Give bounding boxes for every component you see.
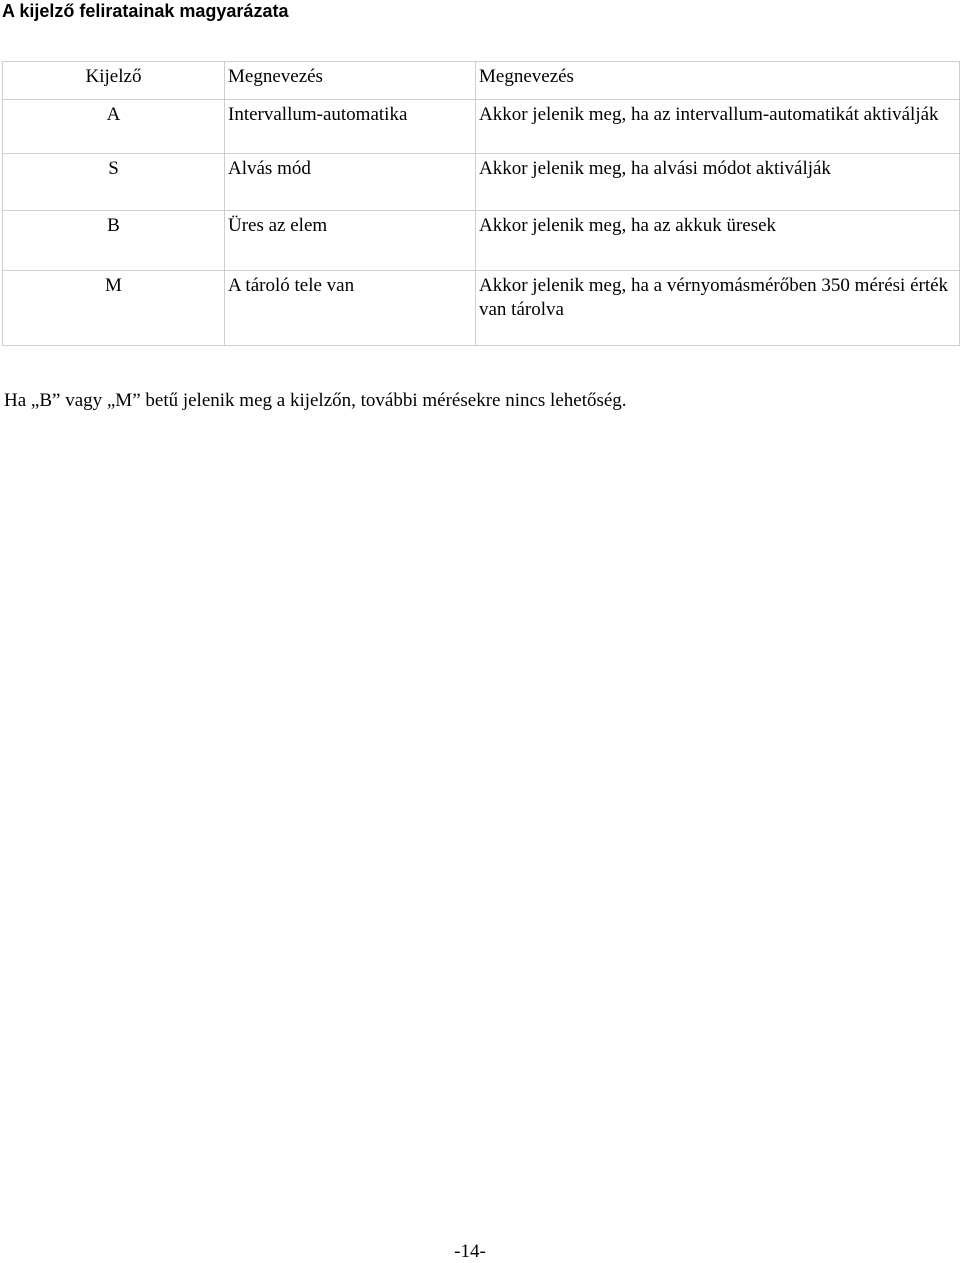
- display-code: B: [3, 211, 225, 271]
- display-name: Üres az elem: [225, 211, 476, 271]
- display-description: Akkor jelenik meg, ha a vérnyomásmérőben 350 mérési érték van tárolva: [476, 271, 960, 346]
- display-name: A tároló tele van: [225, 271, 476, 346]
- display-description: Akkor jelenik meg, ha az akkuk üresek: [476, 211, 960, 271]
- page-number: -14-: [454, 1241, 486, 1262]
- header-name: Megnevezés: [225, 62, 476, 100]
- display-code: A: [3, 100, 225, 154]
- display-code: M: [3, 271, 225, 346]
- section-heading: A kijelző feliratainak magyarázata: [2, 1, 289, 21]
- display-description: Akkor jelenik meg, ha alvási módot aktiválják: [476, 154, 960, 211]
- table-row: [3, 100, 960, 154]
- display-legend-table: [2, 61, 960, 346]
- table-row: [3, 211, 960, 271]
- display-code: S: [3, 154, 225, 211]
- header-description: Megnevezés: [476, 62, 960, 100]
- display-name: Alvás mód: [225, 154, 476, 211]
- usage-note: Ha „B” vagy „M” betű jelenik meg a kijelzőn, további mérésekre nincs lehetőség.: [4, 390, 627, 411]
- display-name: Intervallum-automatika: [225, 100, 476, 154]
- table-row: [3, 271, 960, 346]
- header-display: Kijelző: [3, 62, 225, 100]
- table-header-row: [3, 62, 960, 100]
- display-description: Akkor jelenik meg, ha az intervallum-automatikát aktiválják: [476, 100, 960, 154]
- table-row: [3, 154, 960, 211]
